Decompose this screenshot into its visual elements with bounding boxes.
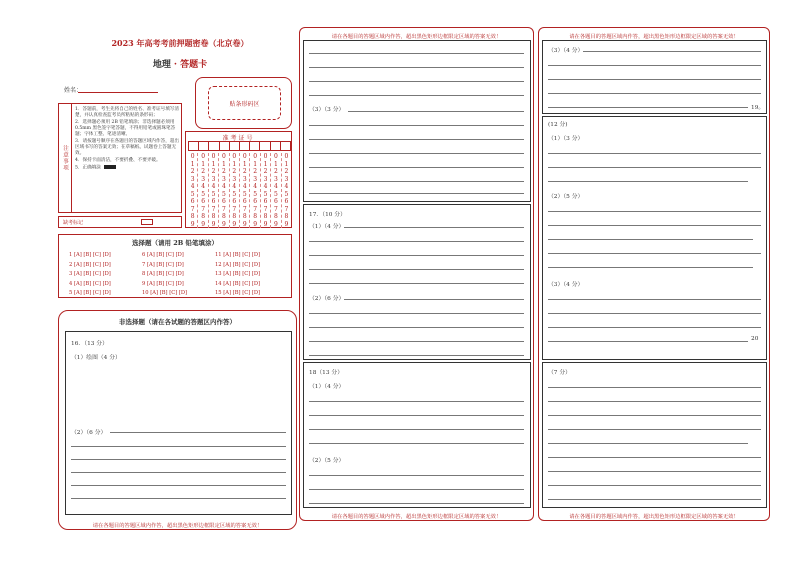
answer-line[interactable]: [309, 429, 524, 430]
notice-item: 3．请按题号顺序在各题目的答题区域内作答，超出区域书写的答案无效；在草稿纸、试题卷上答题无效。: [75, 139, 179, 157]
choice-question-row[interactable]: 3 [A] [B] [C] [D]: [69, 271, 111, 277]
answer-line[interactable]: [548, 167, 761, 168]
q20-part3-label: （3）（4 分）: [548, 282, 584, 288]
answer-line[interactable]: [309, 283, 524, 284]
exam-number-bubble[interactable]: 9: [232, 220, 237, 228]
exam-number-bubble[interactable]: 9: [263, 220, 268, 228]
exam-number-bubble[interactable]: 7: [201, 205, 206, 213]
exam-number-bubble[interactable]: 7: [284, 205, 289, 213]
choice-question-row[interactable]: 8 [A] [B] [C] [D]: [142, 271, 184, 277]
exam-number-bubble[interactable]: 2: [190, 168, 195, 175]
exam-number-bubble[interactable]: 1: [274, 160, 278, 168]
exam-number-bubble[interactable]: 7: [274, 205, 278, 213]
notice-box: [58, 103, 182, 213]
answer-line[interactable]: [548, 107, 748, 108]
answer-line[interactable]: [309, 475, 524, 476]
answer-line[interactable]: [309, 355, 524, 356]
exam-number-bubble[interactable]: 3: [222, 175, 226, 183]
exam-number-bubble[interactable]: 2: [232, 168, 237, 175]
exam-number-bubble[interactable]: 0: [232, 153, 237, 160]
answer-line[interactable]: [309, 67, 524, 68]
answer-line[interactable]: [548, 181, 748, 182]
choice-question-row[interactable]: 6 [A] [B] [C] [D]: [142, 252, 184, 258]
exam-number-bubble[interactable]: 4: [211, 183, 216, 190]
exam-number-bubble[interactable]: 9: [190, 220, 195, 228]
answer-line[interactable]: [309, 81, 524, 82]
answer-line[interactable]: [548, 153, 761, 154]
exam-number-bubble[interactable]: 4: [222, 183, 226, 190]
q18-heading: 18（13 分）: [309, 370, 343, 376]
answer-line[interactable]: [309, 255, 524, 256]
exam-number-bubble[interactable]: 3: [284, 175, 289, 183]
answer-line[interactable]: [309, 95, 524, 96]
question-19-marker: 19。: [751, 105, 765, 111]
exam-number-bubble[interactable]: 3: [211, 175, 216, 183]
bottom-warning: 请在各题目的答题区域内作答，超出黑色矩形边框限定区域的答案无效！: [331, 514, 502, 520]
q20-part2-label: （2）（5 分）: [548, 194, 584, 200]
choice-question-row[interactable]: 9 [A] [B] [C] [D]: [142, 280, 184, 287]
choice-question-row[interactable]: 14 [A] [B] [C] [D]: [215, 280, 261, 287]
q18-part2-label: （2）（5 分）: [309, 458, 345, 464]
choice-question-row[interactable]: 13 [A] [B] [C] [D]: [215, 271, 261, 277]
barcode-label: 贴条形码区: [208, 86, 281, 120]
exam-number-bubble[interactable]: 5: [284, 190, 289, 198]
exam-number-bubble[interactable]: 2: [242, 168, 247, 175]
answer-line[interactable]: [548, 79, 761, 80]
nonchoice-title: 非选择题（请在各试题的答题区内作答）: [119, 318, 236, 326]
answer-line[interactable]: [344, 227, 524, 228]
exam-number-bubble[interactable]: 8: [274, 213, 278, 220]
exam-number-bubble[interactable]: 1: [201, 160, 206, 168]
exam-number-bubble[interactable]: 6: [274, 198, 278, 205]
exam-number-bubble[interactable]: 8: [190, 213, 195, 220]
exam-number-bubble[interactable]: 2: [211, 168, 216, 175]
exam-number-bubble[interactable]: 2: [201, 168, 206, 175]
exam-number-bubble[interactable]: 4: [242, 183, 247, 190]
exam-number-bubble[interactable]: 2: [222, 168, 226, 175]
exam-number-bubble[interactable]: 7: [263, 205, 268, 213]
exam-number-bubble[interactable]: 7: [242, 205, 247, 213]
answer-line[interactable]: [548, 415, 761, 416]
exam-number-bubble[interactable]: 4: [274, 183, 278, 190]
exam-number-bubble[interactable]: 8: [222, 213, 226, 220]
choice-question-row[interactable]: 1 [A] [B] [C] [D]: [69, 252, 111, 258]
name-label: 姓名：: [64, 87, 83, 94]
answer-line[interactable]: [548, 253, 761, 254]
exam-number-bubble[interactable]: 4: [190, 183, 195, 190]
exam-number-bubble[interactable]: 6: [284, 198, 289, 205]
exam-number-bubble[interactable]: 6: [201, 198, 206, 205]
card-subtitle: [60, 57, 300, 70]
exam-title: 2023 年高考考前押题密卷（北京卷）: [111, 38, 249, 48]
exam-number-bubble[interactable]: 1: [232, 160, 237, 168]
absent-mark-row: [58, 216, 182, 228]
answer-line[interactable]: [71, 472, 286, 473]
answer-line[interactable]: [548, 457, 761, 458]
top-warning: 请在各题目的答题区域内作答，超出黑色矩形边框限定区域的答案无效！: [331, 34, 502, 40]
answer-line[interactable]: [348, 111, 524, 112]
answer-line[interactable]: [309, 503, 524, 504]
exam-number-bubble[interactable]: 7: [211, 205, 216, 213]
top-warning: 请在各题目的答题区域内作答，超出黑色矩形边框限定区域的答案无效！: [569, 34, 739, 40]
exam-number-bubble[interactable]: 0: [284, 153, 289, 160]
exam-number-bubble[interactable]: 9: [201, 220, 206, 228]
subject-label: 地理: [152, 60, 171, 70]
exam-number-bubble[interactable]: 9: [242, 220, 247, 228]
answer-line[interactable]: [309, 125, 524, 126]
choice-question-row[interactable]: 2 [A] [B] [C] [D]: [69, 261, 111, 268]
exam-number-bubble[interactable]: 6: [190, 198, 195, 205]
exam-number-bubble[interactable]: 1: [263, 160, 268, 168]
exam-number-bubble[interactable]: 3: [242, 175, 247, 183]
exam-number-bubble[interactable]: 8: [242, 213, 247, 220]
answer-line[interactable]: [71, 446, 286, 447]
exam-number-bubble[interactable]: 7: [232, 205, 237, 213]
exam-number-bubble[interactable]: 1: [222, 160, 226, 168]
exam-number-column: [219, 153, 229, 228]
exam-number-column: [188, 153, 198, 228]
choice-column: [215, 251, 288, 299]
exam-number-bubble[interactable]: 5: [211, 190, 216, 198]
q18-part1-label: （1）（4 分）: [309, 384, 345, 390]
exam-number-column: [261, 153, 271, 228]
exam-number-bubble[interactable]: 5: [263, 190, 268, 198]
exam-number-bubble[interactable]: 6: [222, 198, 226, 205]
exam-number-bubble[interactable]: 6: [232, 198, 237, 205]
answer-line[interactable]: [309, 341, 524, 342]
exam-number-bubble[interactable]: 5: [232, 190, 237, 198]
exam-number-bubble[interactable]: 8: [263, 213, 268, 220]
exam-number-bubble[interactable]: 0: [242, 153, 247, 160]
choice-title: 选择题（请用 2B 铅笔填涂）: [131, 239, 219, 247]
absent-label: 缺考标记: [63, 220, 84, 226]
right-panel: [538, 27, 770, 521]
notice-item: 4．保持卡面清洁，不要折叠、不要弄破。: [75, 158, 161, 164]
answer-line[interactable]: [309, 193, 524, 194]
answer-line[interactable]: [309, 313, 524, 314]
q18-continued-box[interactable]: [542, 40, 767, 114]
exam-number-bubble[interactable]: 5: [222, 190, 226, 198]
exam-number-bubble[interactable]: 8: [284, 213, 289, 220]
notice-heading: 注意事项: [59, 104, 72, 212]
exam-number-column: [209, 153, 219, 228]
exam-number-bubble[interactable]: 2: [274, 168, 278, 175]
exam-number-bubble[interactable]: 0: [190, 153, 195, 160]
question-20-marker: 20: [751, 336, 759, 342]
answer-line[interactable]: [548, 313, 761, 314]
exam-number-bubble[interactable]: 3: [201, 175, 206, 183]
exam-number-bubble[interactable]: 3: [232, 175, 237, 183]
exam-number-bubble[interactable]: 0: [274, 153, 278, 160]
q20-answer-box[interactable]: [542, 116, 767, 360]
q18-part3-label: （3）（4 分）: [548, 48, 584, 54]
answer-line[interactable]: [71, 485, 286, 486]
middle-panel: [299, 27, 534, 521]
barcode-area: [195, 77, 292, 129]
answer-line[interactable]: [548, 327, 761, 328]
q21-heading: （7 分）: [548, 370, 571, 376]
exam-number-bubble[interactable]: 6: [242, 198, 247, 205]
sample-label: 5．正确填涂: [75, 165, 101, 171]
answer-line[interactable]: [309, 327, 524, 328]
exam-number-bubble[interactable]: 0: [201, 153, 206, 160]
answer-line[interactable]: [309, 443, 524, 444]
answer-line[interactable]: [71, 498, 286, 499]
answer-line[interactable]: [309, 139, 524, 140]
exam-number-bubble[interactable]: 6: [253, 198, 258, 205]
answer-line[interactable]: [344, 299, 524, 300]
choice-column: [69, 251, 142, 299]
choice-question-row[interactable]: 5 [A] [B] [C] [D]: [69, 290, 111, 296]
choice-question-row[interactable]: 10 [A] [B] [C] [D]: [142, 290, 188, 296]
exam-number-bubble[interactable]: 5: [274, 190, 278, 198]
exam-number-bubble[interactable]: 6: [263, 198, 268, 205]
exam-number-column: [282, 153, 291, 228]
answer-line[interactable]: [309, 167, 524, 168]
choice-question-row[interactable]: 7 [A] [B] [C] [D]: [142, 261, 184, 268]
exam-number-bubble[interactable]: 9: [222, 220, 226, 228]
q18-answer-box[interactable]: [303, 362, 531, 508]
notice-body: [75, 107, 179, 172]
answer-line[interactable]: [309, 241, 524, 242]
exam-number-bubble[interactable]: 5: [190, 190, 195, 198]
bottom-warning: 请在各题目的答题区域内作答，超出黑色矩形边框限定区域的答案无效！: [92, 523, 263, 529]
choice-question-row[interactable]: 15 [A] [B] [C] [D]: [215, 290, 261, 296]
exam-number-column: [250, 153, 260, 228]
answer-line[interactable]: [309, 153, 524, 154]
choice-question-row[interactable]: 12 [A] [B] [C] [D]: [215, 261, 261, 268]
notice-item: [75, 165, 179, 172]
card-label: 答题卡: [180, 60, 208, 70]
answer-line[interactable]: [309, 181, 524, 182]
answer-line[interactable]: [548, 485, 761, 486]
exam-number-bubble[interactable]: 7: [222, 205, 226, 213]
exam-number-column: [198, 153, 208, 228]
answer-line[interactable]: [309, 53, 524, 54]
exam-number-column: [230, 153, 240, 228]
q16-answer-box[interactable]: [65, 331, 292, 515]
q20-part1-label: （1）（3 分）: [548, 136, 584, 142]
answer-line[interactable]: [309, 401, 524, 402]
exam-number-bubble[interactable]: 9: [284, 220, 289, 228]
q20-heading: (12 分): [548, 122, 568, 128]
exam-number-bubble[interactable]: 4: [284, 183, 289, 190]
answer-line[interactable]: [548, 499, 761, 500]
exam-number-bubble[interactable]: 9: [274, 220, 278, 228]
exam-number-bubble[interactable]: 2: [284, 168, 289, 175]
answer-line[interactable]: [548, 429, 761, 430]
subtitle-separator: ·: [173, 60, 178, 70]
exam-number-bubble[interactable]: 1: [284, 160, 289, 168]
choice-section: [58, 234, 292, 298]
exam-number-bubble[interactable]: 3: [263, 175, 268, 183]
exam-number-bubble[interactable]: 4: [232, 183, 237, 190]
exam-number-box: [185, 131, 292, 228]
exam-number-column: [271, 153, 281, 228]
answer-line[interactable]: [548, 443, 748, 444]
exam-number-bubble[interactable]: 8: [201, 213, 206, 220]
exam-number-bubble[interactable]: 9: [253, 220, 258, 228]
exam-number-bubble[interactable]: 7: [190, 205, 195, 213]
exam-number-write-row[interactable]: [188, 141, 291, 151]
q17-answer-box[interactable]: [303, 204, 531, 360]
exam-number-bubble[interactable]: 4: [263, 183, 268, 190]
exam-number-bubble[interactable]: 8: [211, 213, 216, 220]
exam-number-bubble[interactable]: 1: [242, 160, 247, 168]
choice-column: [142, 251, 215, 299]
answer-line[interactable]: [71, 459, 286, 460]
answer-line[interactable]: [548, 239, 753, 240]
notice-item: 1．答题前，考生先将自己的姓名、准考证号填写清楚，并认真检查监考员所粘贴的条形码；: [75, 107, 179, 119]
exam-number-bubble[interactable]: 0: [222, 153, 226, 160]
choice-question-row[interactable]: 11 [A] [B] [C] [D]: [215, 252, 261, 258]
answer-line[interactable]: [548, 401, 761, 402]
q17-part2-label: （2）（6 分）: [309, 296, 345, 302]
exam-number-bubble[interactable]: 2: [253, 168, 258, 175]
exam-number-bubble[interactable]: 8: [232, 213, 237, 220]
exam-number-bubble[interactable]: 0: [253, 153, 258, 160]
answer-line[interactable]: [548, 65, 761, 66]
exam-number-bubble[interactable]: 1: [211, 160, 216, 168]
answer-line[interactable]: [548, 299, 761, 300]
exam-number-bubble[interactable]: 0: [263, 153, 268, 160]
answer-line[interactable]: [548, 211, 761, 212]
exam-number-bubble[interactable]: 4: [201, 183, 206, 190]
answer-line[interactable]: [548, 225, 761, 226]
absent-checkbox[interactable]: [141, 219, 153, 225]
q16-heading: 16．（13 分）: [71, 341, 108, 347]
exam-number-bubble[interactable]: 5: [253, 190, 258, 198]
exam-number-column: [240, 153, 250, 228]
exam-number-bubble[interactable]: 7: [253, 205, 258, 213]
exam-number-bubbles: [188, 153, 291, 228]
exam-number-bubble[interactable]: 1: [190, 160, 195, 168]
answer-line[interactable]: [309, 269, 524, 270]
answer-line[interactable]: [309, 489, 524, 490]
q16-continued-box[interactable]: [303, 40, 531, 202]
exam-number-bubble[interactable]: 5: [242, 190, 247, 198]
exam-number-bubble[interactable]: 5: [201, 190, 206, 198]
q17-heading: 17．（10 分）: [309, 212, 346, 218]
q16-part3-label: （3）（3 分）: [309, 107, 345, 113]
exam-number-bubble[interactable]: 1: [253, 160, 258, 168]
exam-number-bubble[interactable]: 8: [253, 213, 258, 220]
answer-line[interactable]: [548, 471, 761, 472]
answer-line[interactable]: [110, 432, 286, 433]
exam-number-bubble[interactable]: 4: [253, 183, 258, 190]
answer-line[interactable]: [548, 93, 761, 94]
name-field[interactable]: [78, 92, 158, 93]
q21-answer-box[interactable]: [542, 362, 767, 508]
answer-line[interactable]: [548, 341, 748, 342]
choice-question-row[interactable]: 4 [A] [B] [C] [D]: [69, 280, 111, 287]
answer-line[interactable]: [548, 267, 753, 268]
answer-line[interactable]: [583, 51, 761, 52]
nonchoice-section: [58, 310, 297, 530]
answer-line[interactable]: [548, 387, 761, 388]
choice-grid: [69, 251, 289, 299]
q16-part1-label: （1）绘图（4 分）: [71, 355, 121, 361]
filled-sample-mark: [104, 165, 116, 169]
exam-number-bubble[interactable]: 3: [274, 175, 278, 183]
answer-line[interactable]: [309, 415, 524, 416]
exam-number-bubble[interactable]: 0: [211, 153, 216, 160]
notice-item: 2．选择题必须用 2B 铅笔填涂；非选择题必须用 0.5mm 黑色签字笔答题，不得用铅笔或圆珠笔答题；字体工整、笔迹清晰。: [75, 119, 176, 138]
exam-number-title: 准考证号: [222, 135, 255, 142]
q16-part2-label: （2）（6 分）: [71, 430, 107, 436]
q17-part1-label: （1）（4 分）: [309, 224, 345, 230]
exam-number-bubble[interactable]: 6: [211, 198, 216, 205]
exam-number-bubble[interactable]: 2: [263, 168, 268, 175]
exam-number-bubble[interactable]: 3: [253, 175, 258, 183]
exam-number-bubble[interactable]: 3: [190, 175, 195, 183]
exam-number-bubble[interactable]: 9: [211, 220, 216, 228]
bottom-warning: 请在各题目的答题区域内作答，超出黑色矩形边框限定区域的答案无效！: [569, 514, 739, 520]
